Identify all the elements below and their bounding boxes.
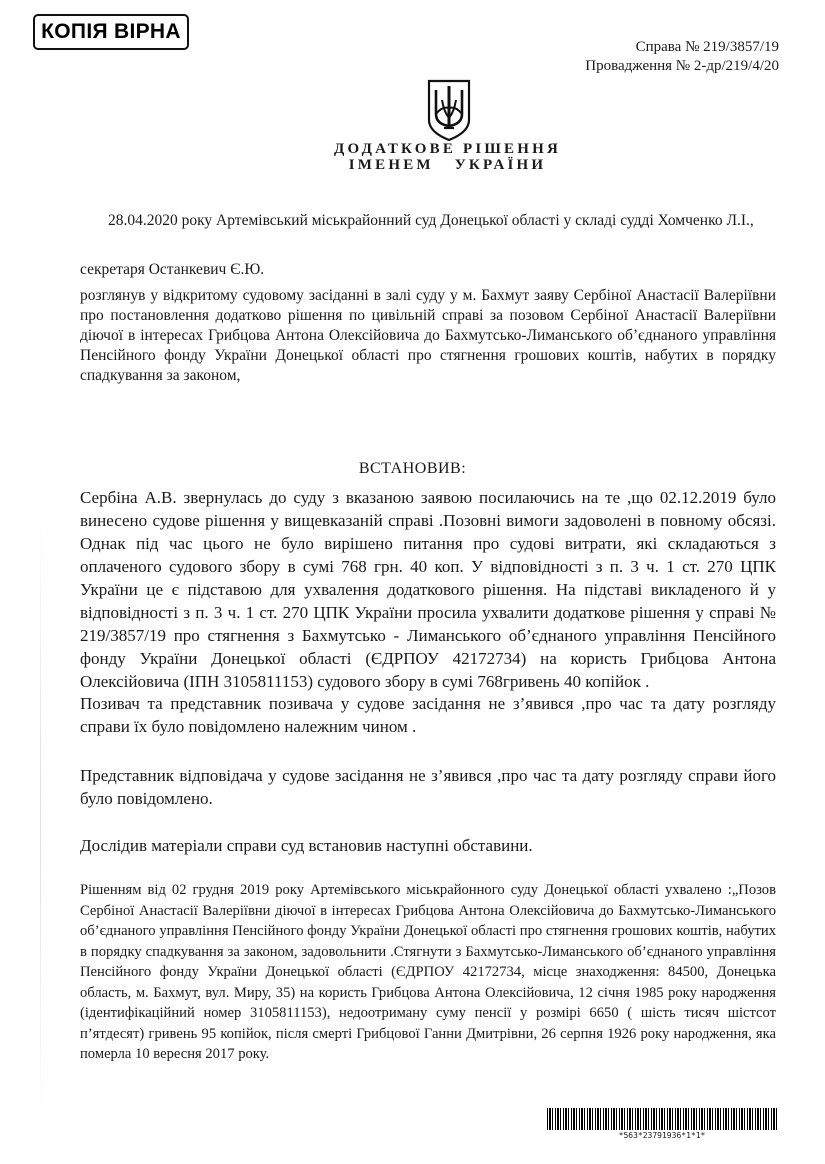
document-barcode [547,1108,777,1130]
copy-certified-stamp [33,14,189,50]
body-paragraph-3: Представник відповідача у судове засідання не з’явився ,про час та дату розгляду справи його було повідомлено. [80,766,776,808]
body-paragraph-1-text: Сербіна А.В. звернулась до суду з вказаною заявою посилаючись на те ,що 02.12.2019 було винесено судове рішення у вищевказаній справі .Позовні вимоги задоволені в повному обсязі. Однак під час цього не було вирішено питання про судові витрати, які складаються з оплаченого судового збору в сумі 768 грн. 40 коп. У відповідності з п. 3 ч. 1 ст. 270 ЦПК України це є підставою для ухвалення додаткового рішення. На підставі викладеного й у відповідності з п. 3 ч. 1 ст. 270 ЦПК України просила ухвалити додаткове рішення у справі № 219/3857/19 про стягнення з Бахмутсько - Лиманського об’єднаного управління Пенсійного фонду України Донецької області (ЄДРПОУ 42172734) на користь Грибцова Антона Олексійовича (ІПН 3105811153) судового збору в сумі 768гривень 40 копійок . [80,488,776,691]
body-paragraph-5: Рішенням від 02 грудня 2019 року Артемівського міськрайонного суду Донецької області ухвалено :„Позов Сербіної Анастасії Валеріївни діючої в інтересах Грибцова Антона Олексійовича до Бахмутсько-Лиманського об’єднаного управління Пенсійного фонду України Донецької області про стягнення грошових коштів, набутих в порядку спадкування за законом, задовольнити .Стягнути з Бахмутсько-Лиманського об’єднаного управління Пенсійного фонду України Донецької області (ЄДРПОУ 42172734, місце знаходження: 84500, Донецька область, м. Бахмут, вул. Миру, 35) на користь Грибцова Антона Олексійовича, 12 січня 1985 року народження (ідентифікаційний номер 3105811153), недоотриману суму пенсії у розмірі 6650 ( шість тисяч шістсот п’ятдесят) гривень 95 копійок, після смерті Грибцової Ганни Дмитрівни, 26 серпня 1926 року народження, яка померла 10 вересня 2017 року. [80,882,776,1062]
stamp-label: КОПІЯ ВІРНА [41,20,181,43]
case-number: Справа № 219/3857/19 [635,39,779,55]
decision-title: ДОДАТКОВЕ РІШЕННЯ [333,141,562,157]
body-paragraph-4: Дослідив матеріали справи суд встановив наступні обставини. [80,836,533,855]
decision-subtitle: ІМЕНЕМ УКРАЇНИ [348,157,547,173]
body-paragraph-2: Позивач та представник позивача у судове засідання не з’явився ,про час та дату розгляду справи їх було повідомлено належним чином . [80,694,776,736]
scan-side-trace [40,520,41,1120]
proceeding-number: Провадження № 2-др/219/4/20 [585,58,779,74]
intro-secretary-line: секретаря Останкевич Є.Ю. [80,261,265,278]
established-heading: ВСТАНОВИВ: [358,460,467,477]
barcode-number: *563*23791936*1*1* [618,1131,706,1140]
intro-considered-paragraph: розглянув у відкритому судовому засіданні в залі суду у м. Бахмут заяву Сербіної Анастасії Валеріївни про постановлення додатково рішення по цивільній справі за позовом Сербіної Анастасії Валеріївни діючої в інтересах Грибцова Антона Олексійовича до Бахмутсько-Лиманського об’єднаного управління Пенсійного фонду України Донецької області про стягнення грошових коштів, набутих в порядку спадкування за законом, [80,287,776,384]
intro-court-paragraph: 28.04.2020 року Артемівський міськрайонний суд Донецької області у складі судді Хомченко Л.І., [108,212,754,229]
ukraine-trident-emblem-icon [426,78,472,142]
case-reference [585,38,779,76]
